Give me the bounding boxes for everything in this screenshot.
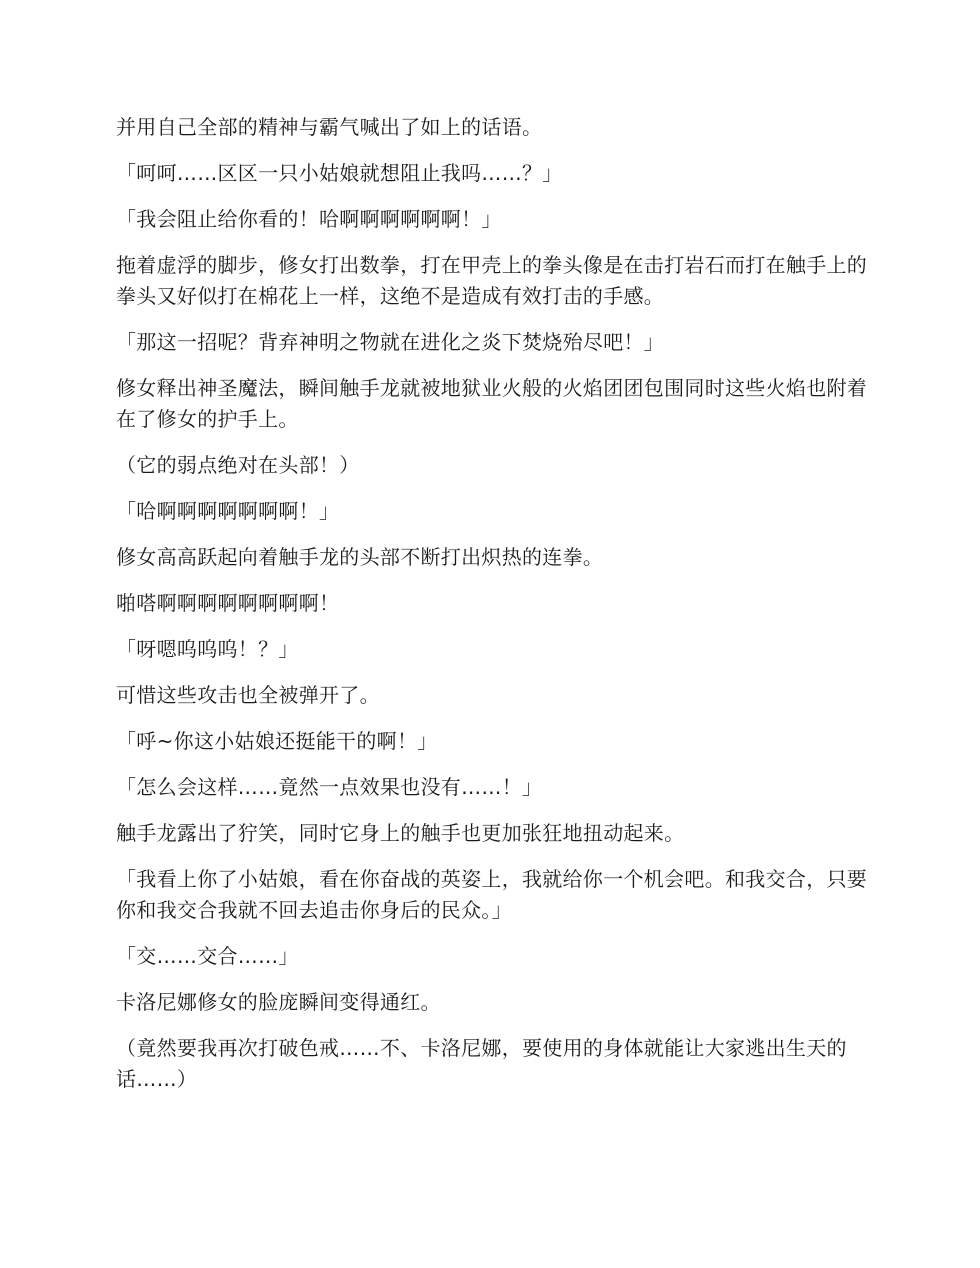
paragraph: 「我会阻止给你看的！哈啊啊啊啊啊啊！」 [116, 207, 502, 231]
paragraph: 「呀嗯呜呜呜！？」 [116, 637, 299, 661]
paragraph: 卡洛尼娜修女的脸庞瞬间变得通红。 [116, 990, 441, 1014]
paragraph: 并用自己全部的精神与霸气喊出了如上的话语。 [116, 115, 543, 139]
story-text [116, 112, 868, 1110]
paragraph: 修女释出神圣魔法，瞬间触手龙就被地狱业火般的火焰团团包围同时这些火焰也附着在了修女的护手上。 [116, 376, 868, 431]
paragraph: （竟然要我再次打破色戒……不、卡洛尼娜，要使用的身体就能让大家逃出生天的话……） [116, 1036, 847, 1091]
paragraph: 可惜这些攻击也全被弹开了。 [116, 683, 380, 707]
paragraph: 「交……交合……」 [116, 944, 299, 968]
paragraph: 「我看上你了小姑娘，看在你奋战的英姿上，我就给你一个机会吧。和我交合，只要你和我交合我就不回去追击你身后的民众。」 [116, 867, 868, 922]
paragraph: 修女高高跃起向着触手龙的头部不断打出炽热的连拳。 [116, 545, 604, 569]
paragraph: （它的弱点绝对在头部！） [116, 453, 360, 477]
paragraph: 「那这一招呢？背弃神明之物就在进化之炎下焚烧殆尽吧！」 [116, 330, 665, 354]
paragraph: 拖着虚浮的脚步，修女打出数拳，打在甲壳上的拳头像是在击打岩石而打在触手上的拳头又好似打在棉花上一样，这绝不是造成有效打击的手感。 [116, 253, 868, 308]
paragraph: 「呼~你这小姑娘还挺能干的啊！」 [116, 729, 438, 753]
paragraph: 「哈啊啊啊啊啊啊啊！」 [116, 499, 340, 523]
paragraph: 啪嗒啊啊啊啊啊啊啊啊！ [116, 591, 340, 615]
paragraph: 「怎么会这样……竟然一点效果也没有……！」 [116, 775, 543, 799]
paragraph: 「呵呵……区区一只小姑娘就想阻止我吗……？」 [116, 161, 563, 185]
paragraph: 触手龙露出了狞笑，同时它身上的触手也更加张狂地扭动起来。 [116, 821, 685, 845]
